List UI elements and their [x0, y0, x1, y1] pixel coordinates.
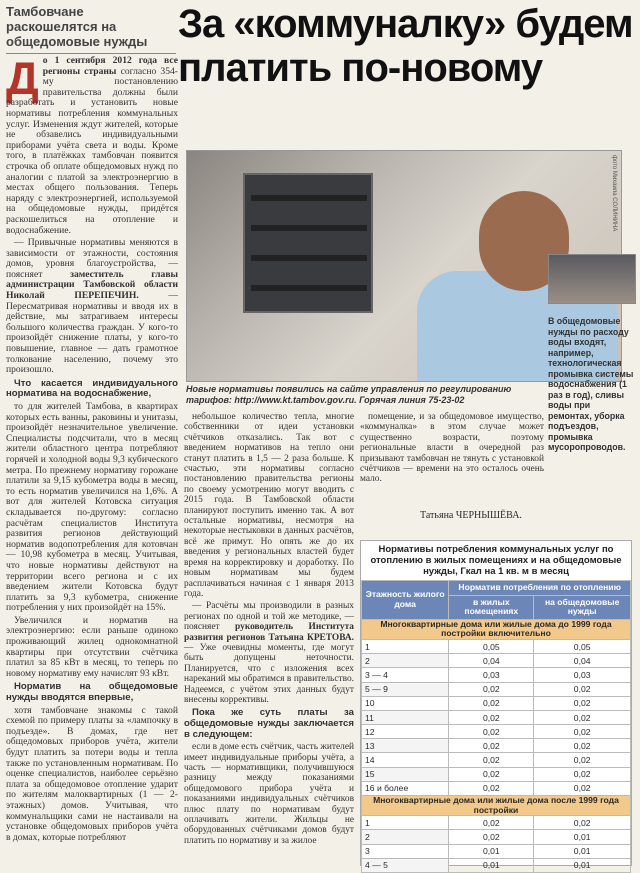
- cell-living: 0,02: [449, 767, 534, 781]
- cell-common: 0,02: [534, 767, 631, 781]
- cell-living: 0,04: [449, 654, 534, 668]
- paragraph: — Привычные нормативы меняются в зависимости от этажности, состояния домов, уровня благоустройства, — поясняет: [6, 237, 178, 280]
- cell-common: 0,05: [534, 639, 631, 653]
- cell-floors: 1: [362, 816, 449, 830]
- table-row: [362, 696, 631, 710]
- lead-bold: о 1 сентября 2012 года все регионы страны: [42, 55, 178, 77]
- table-row: [362, 739, 631, 753]
- cell-common: 0,02: [534, 781, 631, 795]
- cell-floors: 3 — 4: [362, 668, 449, 682]
- paragraph: — Пересматривая нормативы и вводя их в действие, мы затрагиваем интересы большого количества граждан. У кого-то произойдёт снижение платы, у кого-то повышение, главное — дать грамотное толкование населению, почему это произошло.: [6, 290, 178, 376]
- sidebar-photo: [548, 254, 636, 304]
- cell-common: 0,02: [534, 696, 631, 710]
- table-title: Нормативы потребления коммунальных услуг по отоплению в жилых помещениях и на общедомовые нужды, Гкал на 1 кв. м в месяц: [370, 544, 622, 577]
- table-row: [362, 767, 631, 781]
- photo-credit: фото Михаила СОЛИНИНА: [611, 155, 617, 232]
- quote-source: заместитель главы администрации Тамбовской области Николай ПЕРЕПЕЧИН.: [6, 268, 178, 302]
- cell-floors: 5 — 9: [362, 682, 449, 696]
- cell-common: 0,02: [534, 739, 631, 753]
- article-column-1: [6, 52, 178, 845]
- cell-floors: 16 и более: [362, 781, 449, 795]
- table-row: [362, 858, 631, 872]
- cell-common: 0,04: [534, 654, 631, 668]
- paragraph: если в доме есть счётчик, часть жителей имеет индивидуальные приборы учёта, а часть — нормативщики, получившуюся разницу между показаниями общедомового прибора учёта и показаниями индивидуальных счётчиков плюс плату по нормативам будут оплачивать жители. Жильцы не оборудованных счётчиками домов будут платить по нормативу и за жилое: [184, 742, 354, 846]
- table-row: [362, 682, 631, 696]
- cell-living: 0,02: [449, 696, 534, 710]
- paragraph: — Уже очевидны моменты, где могут быть допущены неточности. Планируется, что с изложения всех нареканий мы обратимся в правительство. Надеемся, с учётом этих данных будут внесены коррективы.: [184, 642, 354, 705]
- col-header-common: на общедомовые нужды: [534, 595, 631, 619]
- table-row: [362, 668, 631, 682]
- cell-floors: 3: [362, 844, 449, 858]
- cell-floors: 4 — 5: [362, 858, 449, 872]
- paragraph: небольшое количество тепла, многие собственники от идеи установки счётчиков отказались. Так вот с введением нормативов на тепло они станут платить в 1,5 — 2 раза больше. К счастью, эти нормативы согласно постановлению правительства регионы по своему усмотрению могут вводить с 2015 года. В Тамбовской области планируют поступить именно так. А вот остальные нормативы, несмотря на некоторые нестыковки в данных расчётов, всё же примут. Но опять же до их введения у региональных властей будет время на корректировку и доработку. По новым нормативам мы будем расплачиваться начиная с 1 января 2013 года.: [184, 412, 354, 599]
- cell-common: 0,01: [534, 858, 631, 872]
- table-row: [362, 844, 631, 858]
- paragraph: то для жителей Тамбова, в квартирах которых есть ванны, раковины и унитазы, произойдёт незначительное увеличение. Специалисты подсчитали, что в месяц жители областного центра потребляют горячей и холодной воды 9,3 кубического метра. По прежнему нормативу горожане платили за 9,15 кубометра воды в месяц, то есть норматив увеличился на 1,6%. А вот для жителей Котовска ситуация складывается по-другому: согласно расчётам специалистов Института развития регионов действующий норматив водопотребления для котовчан — 10,98 кубометра в месяц. Учитывая, что новые нормативы действуют на территории всего региона и с их введением жители Котовска будут платить за 9,3 кубометра, снижение потребления у них произойдёт на 15%.: [6, 401, 178, 614]
- table-row: [362, 639, 631, 653]
- cell-living: 0,02: [449, 830, 534, 844]
- cell-living: 0,02: [449, 682, 534, 696]
- subheading: Пока же суть платы за общедомовые нужды заключается в следующем:: [184, 707, 354, 740]
- cell-floors: 2: [362, 654, 449, 668]
- table-row: [362, 710, 631, 724]
- group-header: Многоквартирные дома или жилые дома до 1999 года постройки включительно: [362, 619, 631, 639]
- table-row: [362, 781, 631, 795]
- table-row: [362, 816, 631, 830]
- cell-floors: 2: [362, 830, 449, 844]
- cell-common: 0,02: [534, 682, 631, 696]
- cell-common: 0,03: [534, 668, 631, 682]
- table-row: [362, 830, 631, 844]
- electric-panel-illustration: [243, 173, 373, 313]
- cell-living: 0,02: [449, 725, 534, 739]
- cell-living: 0,02: [449, 816, 534, 830]
- paragraph: Увеличился и норматив на электроэнергию: если раньше одиноко проживающий жилец однокомнатной квартиры при отсутствии счётчика платил за 85 кВт в месяц, то теперь по новому нормативу ему начислят 93 кВт.: [6, 614, 178, 679]
- cell-common: 0,02: [534, 710, 631, 724]
- table-row: [362, 654, 631, 668]
- cell-common: 0,02: [534, 816, 631, 830]
- paragraph: хотя тамбовчане знакомы с такой схемой по примеру платы за «лампочку в подъезде». В домах, где нет общедомовых приборов учёта, жители будут платить за потери воды и тепла также по установленным нормативам. По оценке специалистов, наиболее серьёзно плата за общедомовое отопление ударит по жителям малоквартирных (1 — 2-этажных) домов. Учитывая, что коммунальщики сами не настаивали на установке общедомовых приборов учёта в домах, которые потребляют: [6, 704, 178, 843]
- sidebar-caption: В общедомовые нужды по расходу воды входят, например, технологическая промывка системы водоснабжения (1 раз в год), сливы воды при ремонтах, уборка подъездов, промывка мусоропроводов.: [548, 316, 634, 452]
- subheading: Что касается индивидуального норматива на водоснабжение,: [6, 377, 178, 400]
- cell-floors: 15: [362, 767, 449, 781]
- cell-common: 0,01: [534, 830, 631, 844]
- cell-common: 0,02: [534, 725, 631, 739]
- cell-floors: 12: [362, 725, 449, 739]
- headline: За «коммуналку» будем платить по-новому: [178, 2, 633, 90]
- cell-living: 0,02: [449, 781, 534, 795]
- cell-common: 0,02: [534, 753, 631, 767]
- col-header-floors: Этажность жилого дома: [362, 581, 449, 620]
- table-row: [362, 753, 631, 767]
- author: Татьяна ЧЕРНЫШЁВА.: [420, 510, 522, 521]
- cell-common: 0,01: [534, 844, 631, 858]
- photo-caption: Новые нормативы появились на сайте управления по регулированию тарифов: http://www.kt.tambov.gov.ru. Горячая линия 75-23-02: [186, 384, 512, 405]
- cell-living: 0,05: [449, 639, 534, 653]
- cell-living: 0,01: [449, 858, 534, 872]
- table-group-1: [362, 639, 631, 795]
- cell-living: 0,02: [449, 710, 534, 724]
- cell-floors: 13: [362, 739, 449, 753]
- kicker: Тамбовчане раскошелятся на общедомовые нужды: [6, 4, 176, 54]
- group-header: Многоквартирные дома или жилые дома после 1999 года постройки: [362, 796, 631, 816]
- quote-source: руководитель Института развития регионов Татьяна КРЕТОВА.: [184, 622, 354, 643]
- cell-living: 0,02: [449, 739, 534, 753]
- paragraph: согласно 354-му постановлению правительства должны были разработать и установить новые нормативы потребления коммунальных услуг. Изменения ждут жителей, которые не обзавелись индивидуальными приборами учёта света и воды. Кроме того, в платёжках тамбовчан появится строчка об оплате общедомовых нужд по аналогии с платой за электроэнергию в местах общего пользования. Теперь наряду с электроэнергией, используемой на общедомовые нужды, придётся раскошелиться на отопление и водоснабжение.: [6, 65, 178, 236]
- col-header-norm: Норматив потребления по отоплению: [449, 581, 631, 596]
- table-group-2: [362, 816, 631, 873]
- paragraph: — Расчёты мы производили в разных регионах по одной и той же методике, — поясняет: [184, 601, 354, 633]
- cell-living: 0,01: [449, 844, 534, 858]
- sidebar: [548, 254, 636, 502]
- col-header-living: в жилых помещениях: [449, 595, 534, 619]
- cell-floors: 1: [362, 639, 449, 653]
- cell-floors: 10: [362, 696, 449, 710]
- dropcap: Д: [6, 52, 39, 104]
- subheading: Норматив на общедомовые нужды вводятся впервые,: [6, 681, 178, 704]
- table-row: [362, 725, 631, 739]
- cell-floors: 14: [362, 753, 449, 767]
- cell-floors: 11: [362, 710, 449, 724]
- article-column-2: [184, 412, 354, 848]
- article-column-3: [360, 412, 544, 487]
- cell-living: 0,02: [449, 753, 534, 767]
- norms-table: [360, 540, 632, 871]
- paragraph: помещение, и за общедомовое имущество, «коммуналка» в этом случае может существенно возрасти, поэтому региональные власти в очередной раз призывают тамбовчан не тянуть с установкой счётчиков — времени на это осталось очень мало.: [360, 412, 544, 485]
- cell-living: 0,03: [449, 668, 534, 682]
